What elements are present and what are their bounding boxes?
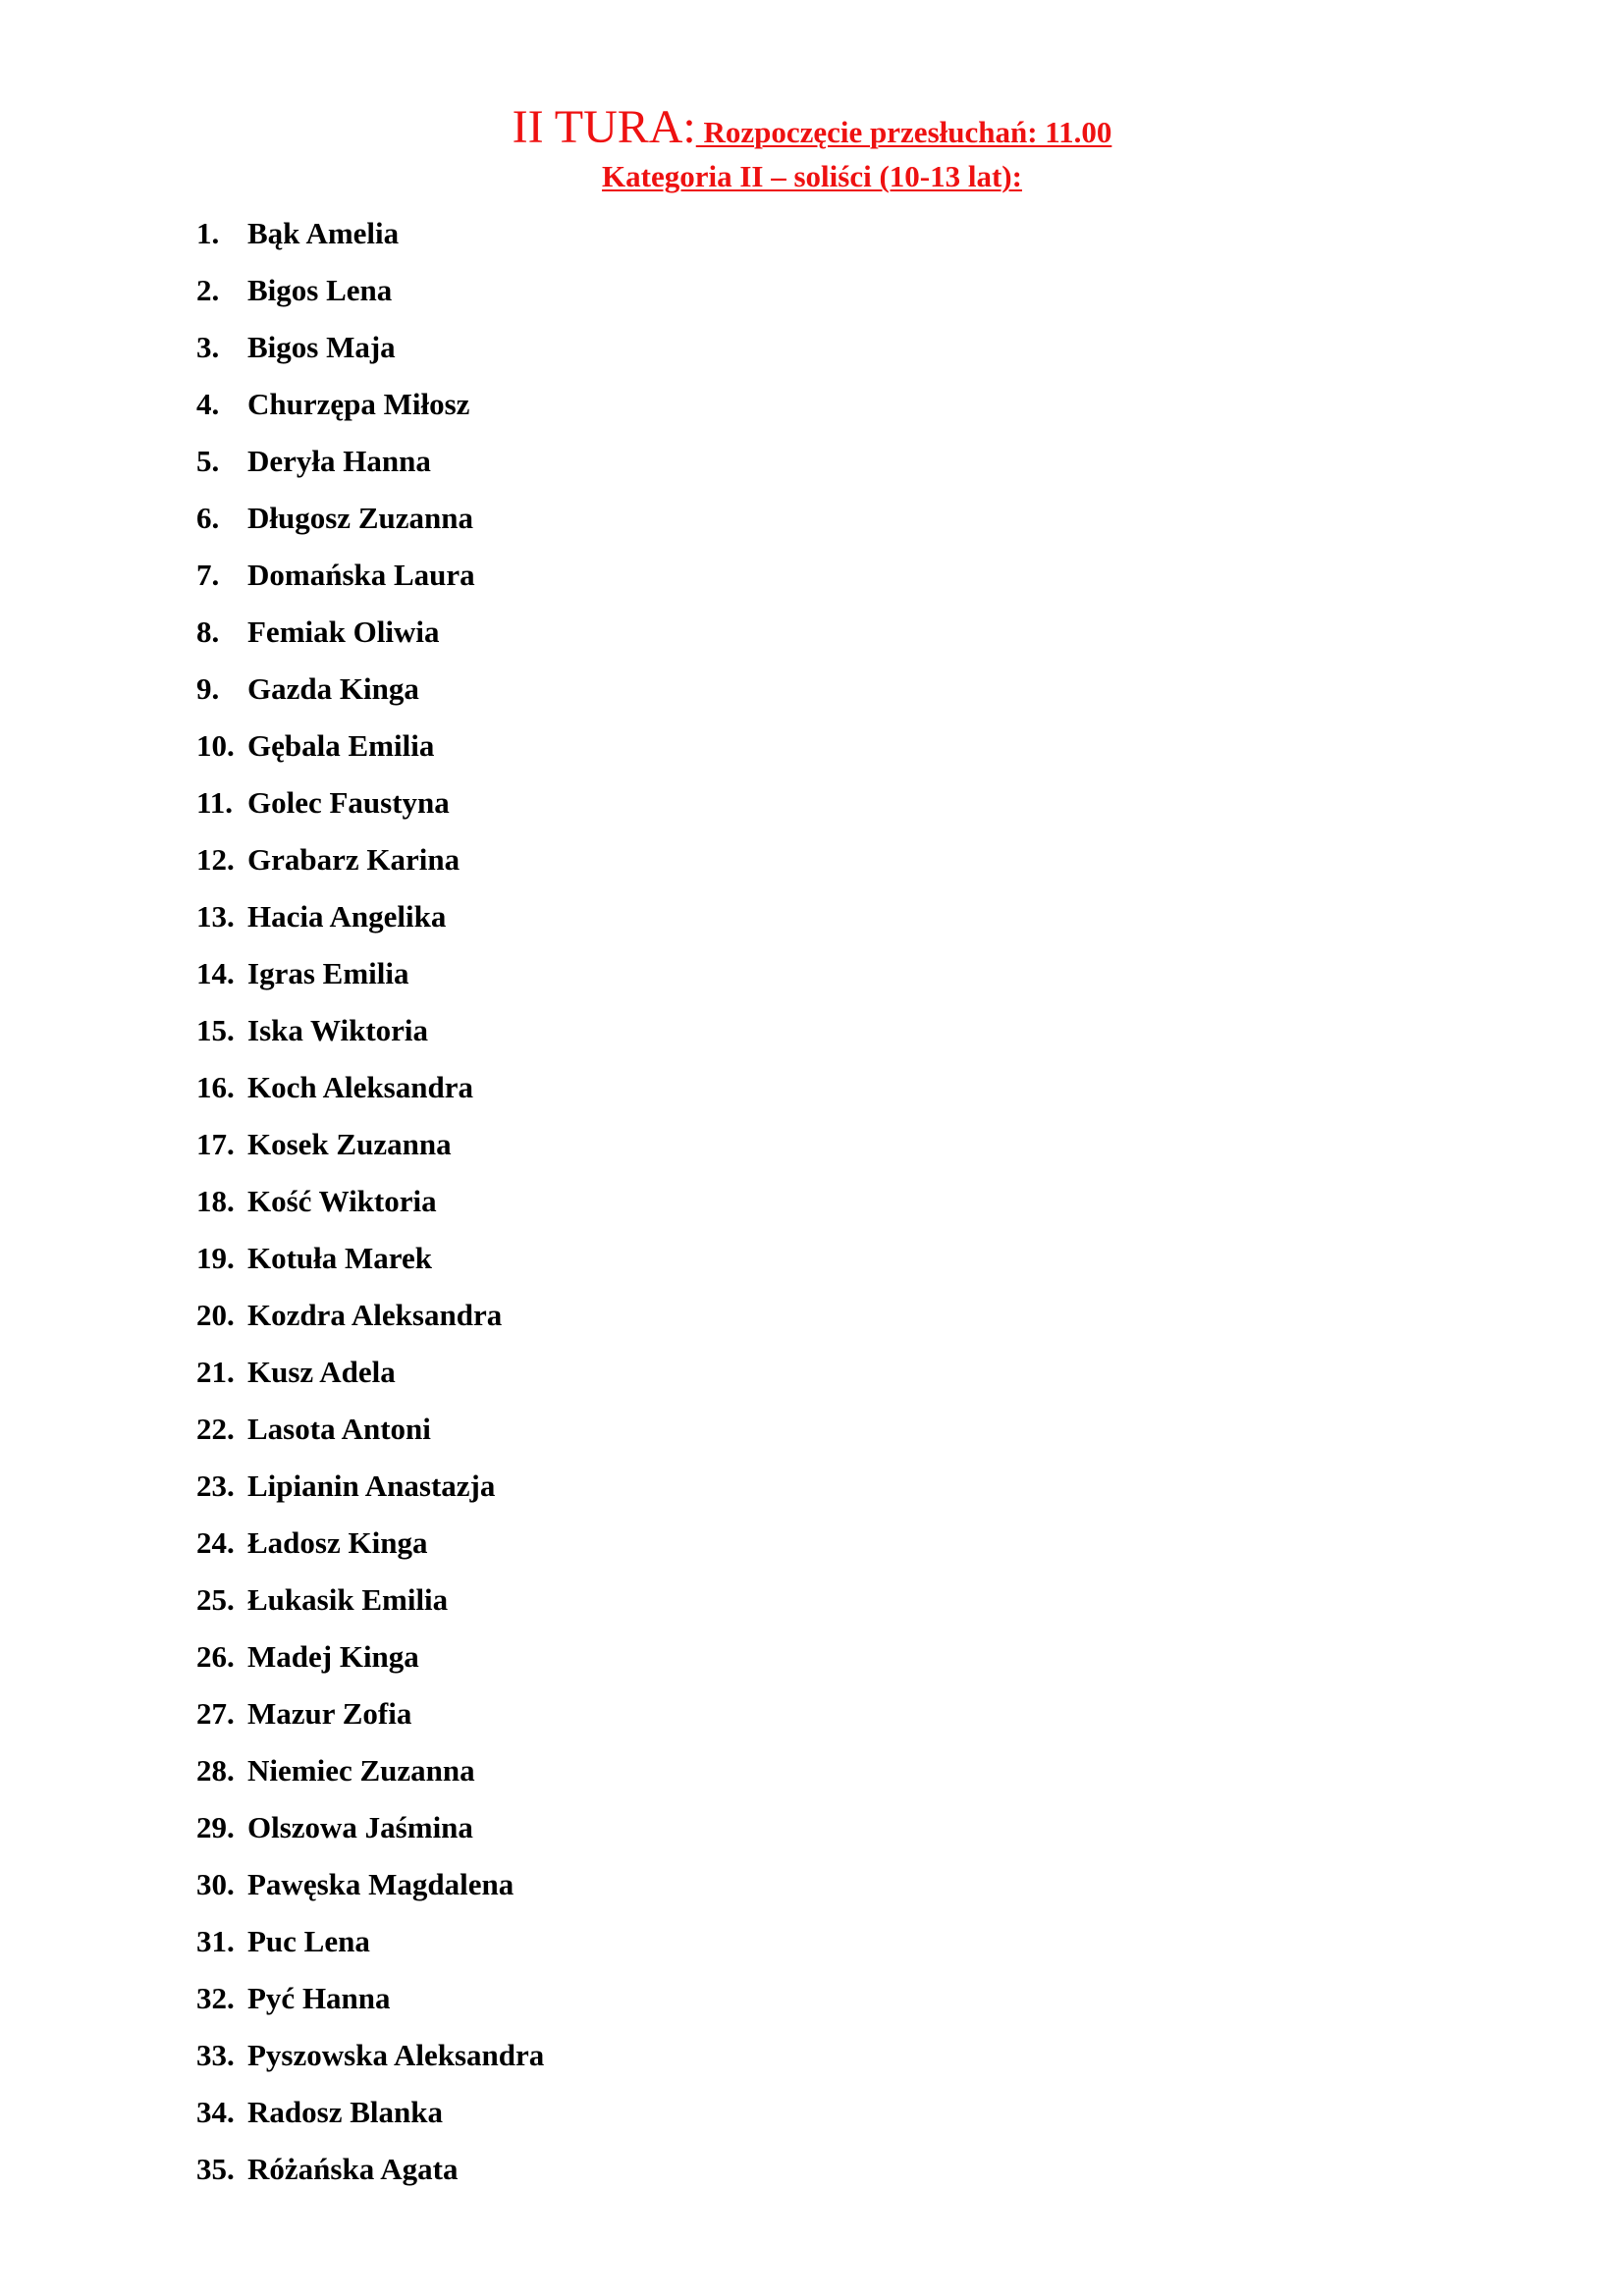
list-item-name: Gębala Emilia [247,728,435,763]
list-item-name: Bąk Amelia [247,216,400,250]
list-item [196,1005,544,1062]
list-item-name: Kość Wiktoria [247,1184,437,1218]
list-item-number: 5. [196,444,220,478]
list-item-number: 25. [196,1582,235,1617]
list-item-number: 14. [196,956,235,990]
list-item [196,1404,544,1461]
list-item [196,379,544,436]
list-item-number: 20. [196,1298,235,1332]
list-item [196,777,544,834]
list-item-number: 7. [196,558,220,592]
list-item-name: Lasota Antoni [247,1412,431,1446]
list-item-number: 21. [196,1355,235,1389]
list-item-name: Pyszowska Aleksandra [247,2038,545,2072]
list-item [196,2030,544,2087]
list-item-name: Bigos Lena [247,273,393,307]
list-item [196,1688,544,1745]
list-item-name: Kozdra Aleksandra [247,1298,503,1332]
list-item-number: 8. [196,614,220,649]
list-item [196,1802,544,1859]
list-item [196,834,544,891]
list-item [196,607,544,664]
list-item [196,1518,544,1575]
list-item-name: Pyć Hanna [247,1981,391,2015]
list-item-number: 31. [196,1924,235,1958]
list-item-number: 10. [196,728,235,763]
participant-list [196,208,544,2201]
list-item-name: Koch Aleksandra [247,1070,473,1104]
list-item-number: 2. [196,273,220,307]
list-item-name: Domańska Laura [247,558,475,592]
list-item-name: Femiak Oliwia [247,614,440,649]
list-item [196,1176,544,1233]
list-item-number: 4. [196,387,220,421]
list-item-name: Olszowa Jaśmina [247,1810,473,1844]
list-item-number: 24. [196,1525,235,1560]
list-item-name: Mazur Zofia [247,1696,412,1731]
list-item [196,1916,544,1973]
list-item [196,1290,544,1347]
list-item [196,2144,544,2201]
list-item-number: 33. [196,2038,235,2072]
round-label: II TURA: [512,101,696,153]
list-item-name: Ładosz Kinga [247,1525,428,1560]
list-item [196,493,544,550]
list-item-number: 35. [196,2152,235,2186]
list-item [196,436,544,493]
list-item [196,2087,544,2144]
list-item-name: Radosz Blanka [247,2095,443,2129]
list-item-name: Puc Lena [247,1924,370,1958]
list-item-number: 13. [196,899,235,934]
list-item-name: Igras Emilia [247,956,409,990]
list-item [196,1461,544,1518]
list-item-name: Gazda Kinga [247,671,419,706]
list-item-number: 29. [196,1810,235,1844]
list-item-name: Łukasik Emilia [247,1582,449,1617]
list-item-name: Churzępa Miłosz [247,387,470,421]
list-item-number: 16. [196,1070,235,1104]
list-item-name: Różańska Agata [247,2152,459,2186]
list-item [196,1575,544,1631]
list-item-name: Madej Kinga [247,1639,419,1674]
start-time-label: Rozpoczęcie przesłuchań: 11.00 [695,115,1112,149]
list-item [196,1859,544,1916]
list-item-name: Długosz Zuzanna [247,501,473,535]
list-item [196,1745,544,1802]
round-heading [0,98,1624,157]
list-item-name: Niemiec Zuzanna [247,1753,475,1788]
list-item [196,1119,544,1176]
list-item [196,1347,544,1404]
list-item [196,1062,544,1119]
list-item-name: Golec Faustyna [247,785,450,820]
list-item-number: 26. [196,1639,235,1674]
list-item-name: Grabarz Karina [247,842,460,877]
list-item-number: 17. [196,1127,235,1161]
list-item-number: 12. [196,842,235,877]
list-item-number: 1. [196,216,220,250]
list-item [196,322,544,379]
list-item-number: 34. [196,2095,235,2129]
list-item [196,550,544,607]
list-item-name: Deryła Hanna [247,444,431,478]
list-item-name: Kotuła Marek [247,1241,432,1275]
list-item-number: 22. [196,1412,235,1446]
list-item-name: Lipianin Anastazja [247,1468,496,1503]
list-item [196,664,544,721]
list-item-number: 32. [196,1981,235,2015]
list-item-number: 30. [196,1867,235,1901]
list-item-name: Kusz Adela [247,1355,396,1389]
list-item-number: 3. [196,330,220,364]
list-item-number: 19. [196,1241,235,1275]
category-heading: Kategoria II – soliści (10-13 lat): [602,159,1022,193]
list-item [196,721,544,777]
list-item [196,1973,544,2030]
list-item-number: 11. [196,785,234,820]
list-item-number: 28. [196,1753,235,1788]
list-item [196,1233,544,1290]
list-item [196,265,544,322]
list-item-number: 27. [196,1696,235,1731]
list-item-name: Bigos Maja [247,330,396,364]
list-item [196,891,544,948]
list-item-number: 23. [196,1468,235,1503]
list-item-number: 15. [196,1013,235,1047]
list-item-number: 6. [196,501,220,535]
list-item-name: Kosek Zuzanna [247,1127,452,1161]
list-item [196,208,544,265]
list-item-number: 9. [196,671,220,706]
list-item-number: 18. [196,1184,235,1218]
list-item [196,948,544,1005]
list-item [196,1631,544,1688]
list-item-name: Hacia Angelika [247,899,447,934]
list-item-name: Pawęska Magdalena [247,1867,514,1901]
list-item-name: Iska Wiktoria [247,1013,429,1047]
